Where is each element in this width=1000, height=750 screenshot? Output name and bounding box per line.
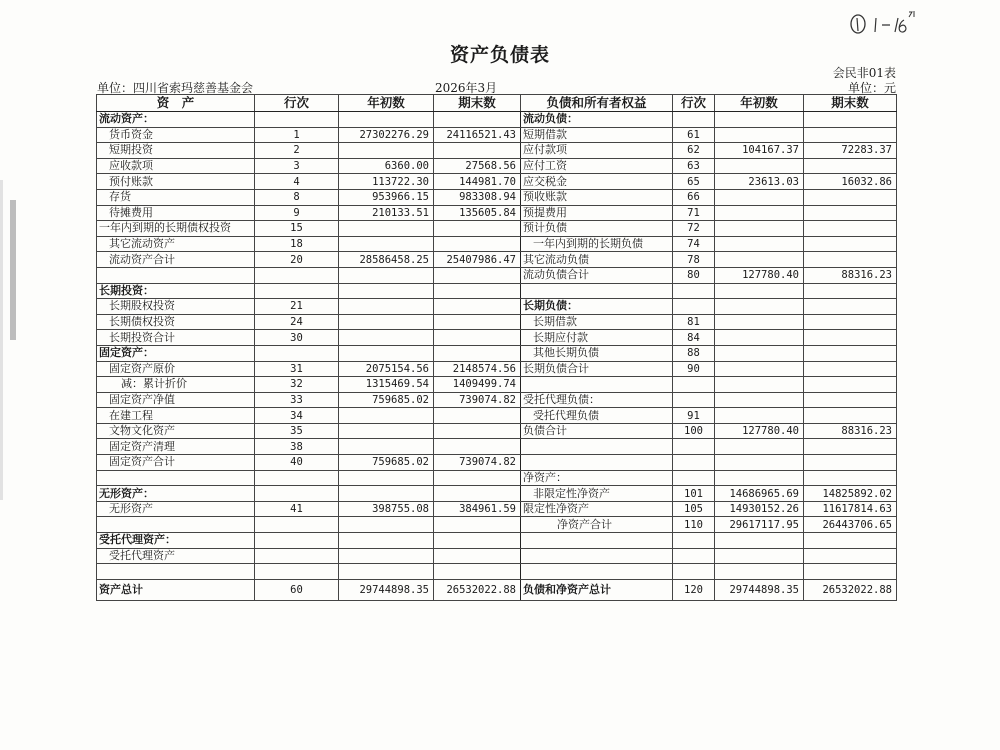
asset-begin-cell	[339, 112, 434, 128]
asset-line-cell: 41	[255, 501, 339, 517]
liability-name-cell: 负债合计	[521, 423, 673, 439]
table-row	[97, 548, 897, 564]
table-row	[97, 361, 897, 377]
asset-name-cell: 文物文化资产	[97, 423, 255, 439]
asset-end-cell	[434, 345, 521, 361]
liability-end-cell	[804, 533, 897, 549]
asset-end-cell: 2148574.56	[434, 361, 521, 377]
liability-name-cell: 短期借款	[521, 127, 673, 143]
asset-line-cell: 8	[255, 189, 339, 205]
asset-line-cell: 20	[255, 252, 339, 268]
liability-end-cell	[804, 377, 897, 393]
liability-end-cell	[804, 408, 897, 424]
liability-line-cell: 61	[673, 127, 715, 143]
asset-line-cell: 9	[255, 205, 339, 221]
liability-begin-cell	[715, 564, 804, 580]
liability-line-cell: 105	[673, 501, 715, 517]
asset-begin-cell	[339, 533, 434, 549]
currency-unit: 单位：元	[847, 81, 896, 95]
liability-end-cell: 26443706.65	[804, 517, 897, 533]
asset-name-cell: 待摊费用	[97, 205, 255, 221]
liability-end-cell: 88316.23	[804, 267, 897, 283]
liability-end-cell: 16032.86	[804, 174, 897, 190]
liability-line-cell: 110	[673, 517, 715, 533]
asset-line-cell	[255, 486, 339, 502]
liability-line-cell	[673, 283, 715, 299]
liability-begin-cell	[715, 283, 804, 299]
asset-end-cell: 24116521.43	[434, 127, 521, 143]
table-row	[97, 377, 897, 393]
liability-name-cell: 净资产合计	[521, 517, 673, 533]
liability-name-cell: 其他长期负债	[521, 345, 673, 361]
liability-begin-cell: 104167.37	[715, 143, 804, 159]
liability-line-cell: 81	[673, 314, 715, 330]
table-row	[97, 330, 897, 346]
liability-end-cell	[804, 283, 897, 299]
balance-sheet-table	[96, 94, 897, 601]
asset-begin-cell: 2075154.56	[339, 361, 434, 377]
table-row	[97, 267, 897, 283]
table-row	[97, 299, 897, 315]
liability-line-cell: 78	[673, 252, 715, 268]
liability-name-cell	[521, 533, 673, 549]
table-row	[97, 470, 897, 486]
asset-line-cell: 35	[255, 423, 339, 439]
asset-name-cell: 固定资产：	[97, 345, 255, 361]
asset-line-cell: 15	[255, 221, 339, 237]
liability-begin-cell	[715, 221, 804, 237]
asset-name-cell: 固定资产清理	[97, 439, 255, 455]
asset-line-cell: 32	[255, 377, 339, 393]
liability-name-cell	[521, 564, 673, 580]
liability-name-cell	[521, 283, 673, 299]
table-row	[97, 579, 897, 600]
header-liability: 负债和所有者权益	[521, 95, 673, 112]
asset-end-cell	[434, 236, 521, 252]
asset-begin-cell: 28586458.25	[339, 252, 434, 268]
form-code: 会民非01表	[832, 66, 896, 80]
asset-line-cell	[255, 283, 339, 299]
asset-line-cell: 2	[255, 143, 339, 159]
liability-begin-cell	[715, 330, 804, 346]
liability-end-cell	[804, 299, 897, 315]
handwritten-page-note	[848, 8, 918, 38]
liability-end-cell	[804, 236, 897, 252]
asset-end-cell: 25407986.47	[434, 252, 521, 268]
asset-end-cell	[434, 112, 521, 128]
asset-name-cell: 存货	[97, 189, 255, 205]
liability-name-cell: 长期借款	[521, 314, 673, 330]
asset-end-cell	[434, 486, 521, 502]
liability-line-cell: 84	[673, 330, 715, 346]
asset-line-cell: 1	[255, 127, 339, 143]
asset-name-cell: 长期股权投资	[97, 299, 255, 315]
asset-begin-cell	[339, 143, 434, 159]
asset-line-cell: 3	[255, 158, 339, 174]
asset-begin-cell	[339, 564, 434, 580]
asset-end-cell	[434, 548, 521, 564]
liability-end-cell	[804, 361, 897, 377]
liability-begin-cell	[715, 439, 804, 455]
liability-end-cell: 26532022.88	[804, 579, 897, 600]
table-row	[97, 283, 897, 299]
liability-end-cell	[804, 205, 897, 221]
liability-line-cell: 90	[673, 361, 715, 377]
table-row	[97, 221, 897, 237]
asset-line-cell	[255, 345, 339, 361]
liability-name-cell: 负债和净资产总计	[521, 579, 673, 600]
asset-name-cell: 受托代理资产	[97, 548, 255, 564]
liability-begin-cell	[715, 112, 804, 128]
liability-end-cell	[804, 564, 897, 580]
table-row	[97, 564, 897, 580]
asset-end-cell	[434, 517, 521, 533]
asset-end-cell	[434, 143, 521, 159]
asset-name-cell: 货币资金	[97, 127, 255, 143]
liability-begin-cell: 23613.03	[715, 174, 804, 190]
liability-line-cell	[673, 299, 715, 315]
liability-line-cell	[673, 548, 715, 564]
liability-name-cell: 预收账款	[521, 189, 673, 205]
liability-end-cell	[804, 314, 897, 330]
asset-begin-cell	[339, 439, 434, 455]
asset-end-cell	[434, 314, 521, 330]
asset-name-cell: 应收款项	[97, 158, 255, 174]
scan-binding-mark	[10, 200, 16, 340]
asset-line-cell: 31	[255, 361, 339, 377]
asset-begin-cell	[339, 345, 434, 361]
liability-begin-cell: 14686965.69	[715, 486, 804, 502]
liability-end-cell	[804, 345, 897, 361]
liability-name-cell: 应付款项	[521, 143, 673, 159]
liability-name-cell: 长期负债：	[521, 299, 673, 315]
header-end: 期末数	[434, 95, 521, 112]
liability-end-cell	[804, 330, 897, 346]
liability-begin-cell	[715, 377, 804, 393]
asset-end-cell	[434, 267, 521, 283]
liability-name-cell: 其它流动负债	[521, 252, 673, 268]
asset-line-cell: 24	[255, 314, 339, 330]
asset-end-cell	[434, 408, 521, 424]
table-row	[97, 392, 897, 408]
asset-name-cell: 无形资产：	[97, 486, 255, 502]
asset-end-cell	[434, 330, 521, 346]
table-row	[97, 236, 897, 252]
liability-name-cell	[521, 548, 673, 564]
header-info-row	[97, 79, 896, 94]
asset-line-cell: 30	[255, 330, 339, 346]
table-row	[97, 439, 897, 455]
report-period: 2026年3月	[435, 81, 498, 95]
liability-end-cell: 72283.37	[804, 143, 897, 159]
liability-begin-cell	[715, 533, 804, 549]
table-row	[97, 252, 897, 268]
liability-end-cell	[804, 221, 897, 237]
asset-begin-cell: 953966.15	[339, 189, 434, 205]
asset-begin-cell	[339, 236, 434, 252]
liability-end-cell: 88316.23	[804, 423, 897, 439]
liability-line-cell: 72	[673, 221, 715, 237]
liability-line-cell: 88	[673, 345, 715, 361]
asset-line-cell: 21	[255, 299, 339, 315]
liability-name-cell: 长期应付款	[521, 330, 673, 346]
liability-line-cell	[673, 439, 715, 455]
liability-name-cell: 受托代理负债	[521, 408, 673, 424]
liability-end-cell	[804, 158, 897, 174]
scan-shadow	[0, 180, 3, 500]
liability-begin-cell	[715, 189, 804, 205]
asset-line-cell	[255, 112, 339, 128]
asset-name-cell	[97, 267, 255, 283]
liability-begin-cell: 14930152.26	[715, 501, 804, 517]
liability-name-cell: 长期负债合计	[521, 361, 673, 377]
liability-end-cell	[804, 127, 897, 143]
liability-line-cell: 120	[673, 579, 715, 600]
liability-begin-cell: 29617117.95	[715, 517, 804, 533]
asset-end-cell	[434, 283, 521, 299]
asset-end-cell	[434, 470, 521, 486]
liability-begin-cell: 127780.40	[715, 267, 804, 283]
table-row	[97, 205, 897, 221]
table-row	[97, 455, 897, 471]
liability-begin-cell: 127780.40	[715, 423, 804, 439]
asset-begin-cell: 1315469.54	[339, 377, 434, 393]
liability-end-cell	[804, 392, 897, 408]
asset-name-cell	[97, 564, 255, 580]
liability-line-cell	[673, 564, 715, 580]
liability-line-cell: 101	[673, 486, 715, 502]
liability-name-cell	[521, 455, 673, 471]
liability-line-cell: 62	[673, 143, 715, 159]
table-row	[97, 174, 897, 190]
liability-name-cell: 限定性净资产	[521, 501, 673, 517]
asset-name-cell: 长期投资合计	[97, 330, 255, 346]
asset-begin-cell: 27302276.29	[339, 127, 434, 143]
table-row	[97, 533, 897, 549]
liability-line-cell: 71	[673, 205, 715, 221]
header-end-2: 期末数	[804, 95, 897, 112]
asset-name-cell: 一年内到期的长期债权投资	[97, 221, 255, 237]
asset-begin-cell	[339, 517, 434, 533]
table-row	[97, 189, 897, 205]
liability-begin-cell	[715, 455, 804, 471]
asset-end-cell: 739074.82	[434, 455, 521, 471]
asset-name-cell	[97, 470, 255, 486]
liability-name-cell: 应交税金	[521, 174, 673, 190]
liability-begin-cell	[715, 127, 804, 143]
asset-name-cell: 其它流动资产	[97, 236, 255, 252]
asset-line-cell: 18	[255, 236, 339, 252]
asset-begin-cell	[339, 330, 434, 346]
asset-end-cell: 135605.84	[434, 205, 521, 221]
liability-begin-cell	[715, 299, 804, 315]
liability-line-cell: 74	[673, 236, 715, 252]
liability-name-cell: 非限定性净资产	[521, 486, 673, 502]
asset-end-cell	[434, 299, 521, 315]
asset-line-cell	[255, 267, 339, 283]
table-row	[97, 112, 897, 128]
asset-begin-cell	[339, 283, 434, 299]
liability-line-cell: 63	[673, 158, 715, 174]
liability-line-cell: 91	[673, 408, 715, 424]
asset-name-cell: 流动资产合计	[97, 252, 255, 268]
liability-end-cell	[804, 112, 897, 128]
liability-line-cell: 80	[673, 267, 715, 283]
liability-begin-cell	[715, 408, 804, 424]
asset-line-cell: 33	[255, 392, 339, 408]
liability-line-cell	[673, 112, 715, 128]
table-row	[97, 314, 897, 330]
asset-end-cell	[434, 423, 521, 439]
liability-end-cell	[804, 470, 897, 486]
asset-name-cell: 减：累计折价	[97, 377, 255, 393]
table-row	[97, 486, 897, 502]
asset-name-cell: 资产总计	[97, 579, 255, 600]
liability-line-cell	[673, 377, 715, 393]
asset-line-cell	[255, 517, 339, 533]
asset-line-cell: 40	[255, 455, 339, 471]
asset-end-cell: 26532022.88	[434, 579, 521, 600]
liability-begin-cell	[715, 470, 804, 486]
liability-begin-cell	[715, 158, 804, 174]
asset-line-cell: 38	[255, 439, 339, 455]
asset-end-cell	[434, 221, 521, 237]
table-row	[97, 345, 897, 361]
asset-line-cell	[255, 564, 339, 580]
header-begin: 年初数	[339, 95, 434, 112]
asset-begin-cell	[339, 314, 434, 330]
asset-end-cell: 739074.82	[434, 392, 521, 408]
liability-line-cell: 66	[673, 189, 715, 205]
asset-name-cell: 长期投资：	[97, 283, 255, 299]
table-row	[97, 127, 897, 143]
liability-line-cell	[673, 392, 715, 408]
asset-name-cell: 短期投资	[97, 143, 255, 159]
header-asset: 资 产	[97, 95, 255, 112]
asset-end-cell	[434, 439, 521, 455]
asset-end-cell: 27568.56	[434, 158, 521, 174]
liability-name-cell: 受托代理负债：	[521, 392, 673, 408]
asset-begin-cell: 29744898.35	[339, 579, 434, 600]
liability-end-cell: 14825892.02	[804, 486, 897, 502]
liability-begin-cell	[715, 361, 804, 377]
asset-end-cell: 983308.94	[434, 189, 521, 205]
liability-name-cell: 流动负债：	[521, 112, 673, 128]
liability-begin-cell	[715, 548, 804, 564]
asset-line-cell: 60	[255, 579, 339, 600]
header-line-2: 行次	[673, 95, 715, 112]
asset-begin-cell: 759685.02	[339, 392, 434, 408]
asset-begin-cell	[339, 548, 434, 564]
asset-begin-cell: 113722.30	[339, 174, 434, 190]
asset-end-cell	[434, 533, 521, 549]
asset-name-cell	[97, 517, 255, 533]
liability-end-cell	[804, 439, 897, 455]
table-row	[97, 408, 897, 424]
asset-begin-cell	[339, 408, 434, 424]
asset-end-cell: 1409499.74	[434, 377, 521, 393]
liability-line-cell	[673, 470, 715, 486]
table-row	[97, 517, 897, 533]
asset-name-cell: 固定资产净值	[97, 392, 255, 408]
asset-begin-cell: 759685.02	[339, 455, 434, 471]
table-row	[97, 143, 897, 159]
asset-line-cell	[255, 533, 339, 549]
liability-begin-cell	[715, 392, 804, 408]
liability-begin-cell	[715, 236, 804, 252]
table-body	[97, 112, 897, 601]
liability-begin-cell: 29744898.35	[715, 579, 804, 600]
asset-name-cell: 受托代理资产：	[97, 533, 255, 549]
liability-name-cell: 应付工资	[521, 158, 673, 174]
liability-line-cell	[673, 455, 715, 471]
liability-line-cell	[673, 533, 715, 549]
asset-begin-cell: 398755.08	[339, 501, 434, 517]
asset-begin-cell	[339, 470, 434, 486]
organization-name: 单位：四川省索玛慈善基金会	[97, 81, 254, 95]
asset-begin-cell	[339, 267, 434, 283]
liability-line-cell: 65	[673, 174, 715, 190]
asset-begin-cell: 6360.00	[339, 158, 434, 174]
asset-begin-cell: 210133.51	[339, 205, 434, 221]
asset-end-cell: 384961.59	[434, 501, 521, 517]
asset-name-cell: 在建工程	[97, 408, 255, 424]
asset-begin-cell	[339, 221, 434, 237]
liability-end-cell	[804, 252, 897, 268]
liability-name-cell: 一年内到期的长期负债	[521, 236, 673, 252]
liability-end-cell	[804, 455, 897, 471]
asset-end-cell	[434, 564, 521, 580]
table-row	[97, 158, 897, 174]
asset-line-cell	[255, 548, 339, 564]
table-header-row	[97, 95, 897, 112]
liability-begin-cell	[715, 252, 804, 268]
liability-name-cell: 预计负债	[521, 221, 673, 237]
asset-name-cell: 流动资产：	[97, 112, 255, 128]
asset-name-cell: 无形资产	[97, 501, 255, 517]
asset-name-cell: 固定资产原价	[97, 361, 255, 377]
asset-line-cell: 4	[255, 174, 339, 190]
asset-name-cell: 固定资产合计	[97, 455, 255, 471]
header-line: 行次	[255, 95, 339, 112]
liability-name-cell	[521, 439, 673, 455]
asset-end-cell: 144981.70	[434, 174, 521, 190]
asset-name-cell: 预付账款	[97, 174, 255, 190]
liability-end-cell	[804, 189, 897, 205]
liability-end-cell	[804, 548, 897, 564]
liability-name-cell	[521, 377, 673, 393]
liability-name-cell: 流动负债合计	[521, 267, 673, 283]
liability-end-cell: 11617814.63	[804, 501, 897, 517]
page-title: 资产负债表	[449, 44, 550, 66]
liability-name-cell: 净资产：	[521, 470, 673, 486]
asset-line-cell	[255, 470, 339, 486]
liability-begin-cell	[715, 314, 804, 330]
asset-line-cell: 34	[255, 408, 339, 424]
liability-name-cell: 预提费用	[521, 205, 673, 221]
asset-begin-cell	[339, 486, 434, 502]
header-begin-2: 年初数	[715, 95, 804, 112]
asset-begin-cell	[339, 299, 434, 315]
liability-line-cell: 100	[673, 423, 715, 439]
liability-begin-cell	[715, 345, 804, 361]
table-row	[97, 501, 897, 517]
asset-name-cell: 长期债权投资	[97, 314, 255, 330]
liability-begin-cell	[715, 205, 804, 221]
table-row	[97, 423, 897, 439]
asset-begin-cell	[339, 423, 434, 439]
